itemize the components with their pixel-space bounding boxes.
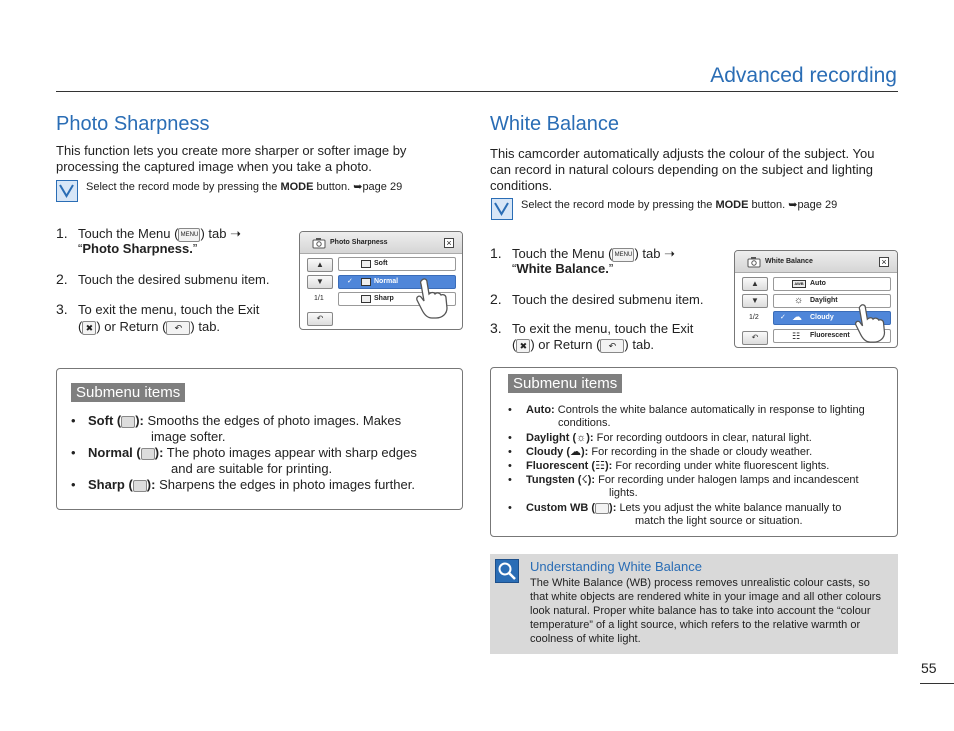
page-indicator: 1/1 — [314, 295, 324, 302]
step-number: 3. — [56, 301, 68, 317]
bullet-dot: • — [508, 460, 512, 472]
step-number: 1. — [56, 225, 68, 241]
sun-icon: ☼ — [794, 295, 804, 306]
note-text: Select the record mode by pressing the — [86, 181, 281, 193]
up-arrow-button[interactable]: ▲ — [742, 277, 768, 291]
fluorescent-icon: ☷ — [595, 460, 605, 472]
menu-name: White Balance. — [516, 261, 609, 276]
item-name: Daylight ( — [526, 432, 577, 444]
item-desc: For recording outdoors in clear, natural light. — [596, 432, 812, 444]
pointing-hand-icon — [853, 299, 895, 347]
note-text: button. — [313, 181, 354, 193]
submenu-box-photo-sharpness — [56, 368, 463, 510]
item-desc-cont: image softer. — [151, 429, 226, 444]
item-text — [526, 432, 812, 445]
custom-wb-icon — [595, 503, 609, 514]
item-name: Cloudy ( — [526, 446, 570, 458]
step-text-part: Touch the Menu ( — [512, 246, 613, 261]
item-name: Soft ( — [88, 413, 122, 428]
step-text: To exit the menu, touch the Exit — [78, 302, 260, 317]
item-name: Fluorescent ( — [526, 460, 596, 472]
down-arrow-button[interactable]: ▼ — [307, 275, 333, 289]
step-text — [512, 246, 675, 262]
intro-line: This function lets you create more sharper or softer image by — [56, 143, 407, 158]
item-close: ): — [586, 432, 594, 444]
item-close: ): — [581, 446, 589, 458]
return-button[interactable]: ↶ — [742, 331, 768, 345]
step-number: 3. — [490, 320, 502, 336]
arrow-right-icon: ➝ — [664, 246, 675, 261]
intro-line: conditions. — [490, 178, 553, 193]
cloud-icon: ☁ — [570, 446, 581, 458]
steps-list — [490, 246, 730, 366]
lcd-title: Photo Sharpness — [330, 239, 388, 246]
intro-line: processing the captured image when you take a photo. — [56, 159, 372, 174]
item-label: Daylight — [810, 297, 838, 304]
close-icon[interactable]: × — [444, 238, 454, 248]
mode-label: MODE — [280, 181, 314, 193]
white-balance-intro — [490, 146, 898, 194]
bullet-dot: • — [508, 446, 512, 458]
checkmark-icon — [491, 198, 513, 220]
tungsten-icon: ☇ — [581, 474, 588, 486]
step-text-part: ) tab — [200, 226, 231, 241]
step-text: Touch the desired submenu item. — [512, 292, 704, 307]
checkmark-icon: ✓ — [347, 278, 353, 285]
quote: ” — [192, 241, 198, 256]
record-mode-note — [521, 198, 837, 211]
step-number: 1. — [490, 245, 502, 261]
lcd-white-balance — [734, 250, 898, 348]
item-desc: For recording in the shade or cloudy weather. — [591, 446, 813, 458]
item-desc: For recording under white fluorescent lights. — [615, 460, 830, 472]
quote: ” — [608, 261, 614, 276]
sun-icon: ☼ — [576, 432, 587, 444]
step-text — [78, 319, 220, 335]
bullet-dot: • — [71, 445, 76, 460]
step-text-part: ) tab. — [190, 319, 221, 334]
step-text-part: ) tab — [634, 246, 665, 261]
close-icon[interactable]: × — [879, 257, 889, 267]
item-name: Sharp ( — [88, 477, 133, 492]
sharpness-soft-icon — [121, 416, 135, 428]
item-close: ): — [587, 474, 596, 486]
step-text — [78, 241, 197, 256]
item-close: ): — [154, 445, 164, 460]
section-title-photo-sharpness: Photo Sharpness — [56, 113, 210, 135]
exit-icon: ✖ — [82, 321, 96, 335]
item-text — [526, 460, 829, 473]
sharpness-sharp-icon — [133, 480, 147, 492]
bullet-dot: • — [508, 432, 512, 444]
return-button[interactable]: ↶ — [307, 312, 333, 326]
tip-title: Understanding White Balance — [530, 559, 702, 574]
item-label: Soft — [374, 260, 388, 267]
item-text — [526, 404, 865, 417]
lcd-item-soft[interactable] — [338, 257, 456, 271]
section-title-white-balance: White Balance — [490, 113, 619, 135]
bullet-dot: • — [508, 404, 512, 416]
intro-line: can record in natural colours depending on the subject and lighting — [490, 162, 874, 177]
item-desc-cont: conditions. — [558, 417, 611, 429]
step-text: To exit the menu, touch the Exit — [512, 321, 694, 336]
return-icon: ↶ — [600, 339, 624, 353]
item-desc: Controls the white balance automatically in response to lighting — [557, 404, 865, 416]
item-text — [88, 413, 401, 429]
sharpness-normal-icon — [361, 278, 371, 286]
step-number: 2. — [56, 271, 68, 287]
note-text: Select the record mode by pressing the — [521, 199, 716, 211]
item-text — [88, 477, 415, 493]
item-close: ): — [609, 502, 617, 514]
item-label: Sharp — [374, 295, 394, 302]
item-name: Auto: — [526, 404, 555, 416]
submenu-tab: Submenu items — [71, 383, 185, 402]
checkmark-icon — [56, 180, 78, 202]
item-desc-cont: lights. — [609, 487, 638, 499]
cloud-icon: ☁ — [792, 312, 802, 323]
page-ref: page 29 — [362, 181, 403, 193]
fluorescent-icon: ☷ — [792, 331, 801, 341]
quote: “ — [78, 241, 83, 256]
bullet-dot: • — [71, 413, 76, 428]
step-text-part: Touch the Menu ( — [78, 226, 179, 241]
record-mode-note — [86, 180, 402, 193]
item-desc: For recording under halogen lamps and incandescent — [598, 474, 859, 486]
item-close: ): — [146, 477, 156, 492]
arrow-icon: ➥ — [788, 199, 798, 211]
step-text-part: ) or Return ( — [96, 319, 167, 334]
header-rule — [56, 91, 898, 92]
item-text — [88, 445, 417, 461]
up-arrow-button[interactable]: ▲ — [307, 258, 333, 272]
arrow-icon: ➥ — [353, 181, 363, 193]
item-name: Tungsten ( — [526, 474, 582, 486]
bullet-dot: • — [508, 502, 512, 514]
magnifier-icon — [495, 559, 519, 583]
auto-wb-icon: AWB — [792, 280, 806, 288]
item-close: ): — [135, 413, 144, 428]
lcd-title: White Balance — [765, 258, 813, 265]
submenu-tab: Submenu items — [508, 374, 622, 393]
step-text-part: ) tab. — [624, 337, 655, 352]
tip-box — [490, 554, 898, 654]
menu-name: Photo Sharpness. — [82, 241, 193, 256]
step-text — [78, 226, 241, 242]
pointing-hand-icon — [414, 276, 458, 320]
item-desc: Smooths the edges of photo images. Makes — [147, 413, 402, 428]
item-desc: The photo images appear with sharp edges — [166, 445, 417, 460]
down-arrow-button[interactable]: ▼ — [742, 294, 768, 308]
item-label: Normal — [374, 278, 399, 285]
page-indicator: 1/2 — [749, 314, 759, 321]
step-text — [512, 337, 654, 353]
page-rule — [920, 683, 954, 684]
item-close: ): — [604, 460, 613, 472]
item-label: Cloudy — [810, 314, 834, 321]
step-text-part: ( — [78, 319, 83, 334]
return-icon: ↶ — [166, 321, 190, 335]
step-number: 2. — [490, 291, 502, 307]
steps-list — [56, 226, 296, 346]
lcd-title-bar — [735, 251, 897, 273]
menu-icon: MENU — [612, 248, 634, 262]
item-desc-cont: and are suitable for printing. — [171, 461, 333, 476]
item-label: Auto — [810, 280, 826, 287]
page-number: 55 — [921, 660, 937, 676]
item-desc: Lets you adjust the white balance manually to — [619, 502, 842, 514]
submenu-box-white-balance — [490, 367, 898, 537]
item-text — [526, 474, 859, 487]
note-text: button. — [748, 199, 789, 211]
checkmark-icon: ✓ — [780, 314, 786, 321]
menu-icon: MENU — [178, 228, 200, 242]
item-desc-cont: match the light source or situation. — [635, 515, 803, 527]
camera-icon — [747, 256, 761, 268]
intro-line: This camcorder automatically adjusts the colour of the subject. You — [490, 146, 875, 161]
item-text — [526, 502, 841, 515]
step-text-part: ( — [512, 337, 517, 352]
item-desc: Sharpens the edges in photo images further. — [159, 477, 415, 492]
step-text: Touch the desired submenu item. — [78, 272, 270, 287]
page-ref: page 29 — [797, 199, 838, 211]
step-text-part: ) or Return ( — [530, 337, 601, 352]
arrow-right-icon: ➝ — [230, 226, 241, 241]
bullet-dot: • — [508, 474, 512, 486]
item-name: Custom WB ( — [526, 502, 596, 514]
item-text — [526, 446, 812, 459]
quote: “ — [512, 261, 517, 276]
lcd-item-auto[interactable] — [773, 277, 891, 291]
sharpness-soft-icon — [361, 260, 371, 268]
sharpness-sharp-icon — [361, 295, 371, 303]
lcd-title-bar — [300, 232, 462, 254]
mode-label: MODE — [715, 199, 749, 211]
tip-text: The White Balance (WB) process removes unrealistic colour casts, so that white objects are rendered white in your image and all other colours look natural. Proper white balance has to take into account the “colour temperature” of a light source, which refers to the relative warmth or coolness of white light. — [530, 577, 881, 645]
camera-icon — [312, 237, 326, 249]
lcd-photo-sharpness — [299, 231, 463, 330]
photo-sharpness-intro — [56, 143, 436, 175]
item-label: Fluorescent — [810, 332, 850, 339]
item-name: Normal ( — [88, 445, 141, 460]
sharpness-normal-icon — [141, 448, 155, 460]
bullet-dot: • — [71, 477, 76, 492]
header-title: Advanced recording — [710, 64, 897, 87]
step-text — [512, 261, 613, 276]
exit-icon: ✖ — [516, 339, 530, 353]
